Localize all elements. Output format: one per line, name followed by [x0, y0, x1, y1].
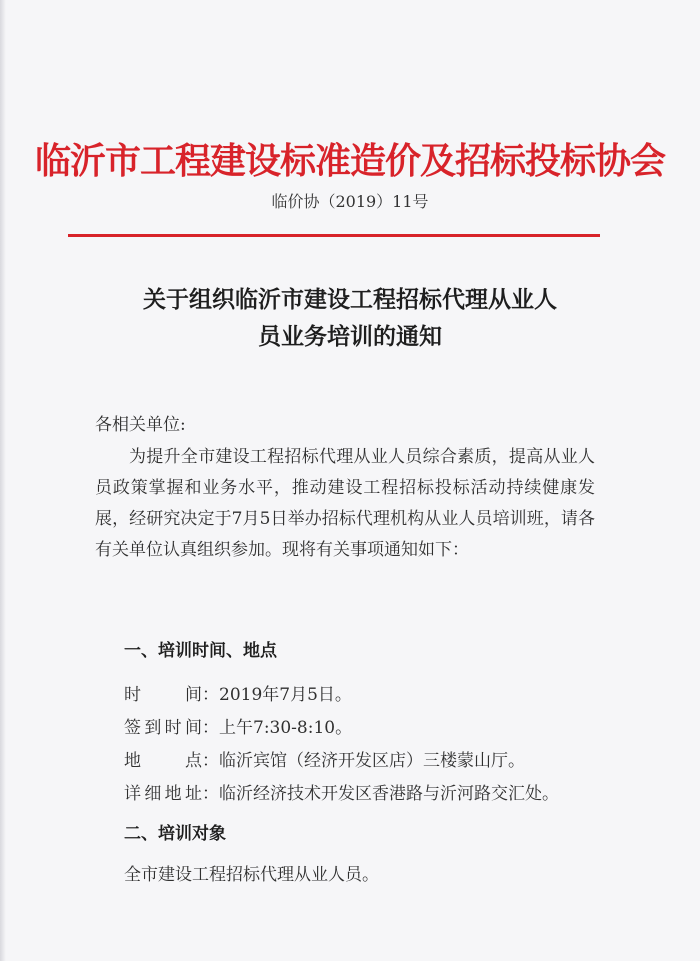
- detail-row-time: 时间：2019年7月5日。: [124, 680, 352, 705]
- intro-paragraph: 为提升全市建设工程招标代理从业人员综合素质，提高从业人员政策掌握和业务水平，推动建设工程招标投标活动持续健康发展，经研究决定于7月5日举办招标代理机构从业人员培训班，请各有关单位认真组织参加。现将有关事项通知如下：: [95, 447, 595, 560]
- notice-title-line-1: 关于组织临沂市建设工程招标代理从业人: [143, 286, 557, 313]
- header-divider: [68, 234, 600, 237]
- detail-value: 2019年7月5日。: [219, 685, 352, 705]
- organization-title: 临沂市工程建设标准造价及招标投标协会: [34, 140, 665, 182]
- detail-row-location: 地点：临沂宾馆（经济开发区店）三楼蒙山厅。: [124, 746, 525, 771]
- detail-label: 地点: [124, 751, 202, 771]
- detail-value: 上午7:30-8:10。: [219, 718, 353, 738]
- notice-title: [0, 281, 700, 355]
- section-1-heading: 一、培训时间、地点: [124, 641, 277, 661]
- detail-row-address: 详细地址：临沂经济技术开发区香港路与沂河路交汇处。: [124, 779, 559, 804]
- detail-label: 详细地址: [124, 784, 202, 804]
- section-2-content: 全市建设工程招标代理从业人员。: [124, 865, 379, 885]
- salutation: 各相关单位:: [95, 415, 186, 435]
- detail-value: 临沂宾馆（经济开发区店）三楼蒙山厅。: [219, 751, 525, 771]
- detail-label: 时间: [124, 685, 202, 705]
- section-2-heading: 二、培训对象: [124, 824, 226, 844]
- detail-row-checkin: 签到时间：上午7:30-8:10。: [124, 713, 352, 738]
- notice-title-line-2: 员业务培训的通知: [258, 323, 442, 350]
- document-number: 临价协（2019）11号: [271, 192, 429, 211]
- detail-value: 临沂经济技术开发区香港路与沂河路交汇处。: [219, 784, 559, 804]
- detail-label: 签到时间: [124, 718, 202, 738]
